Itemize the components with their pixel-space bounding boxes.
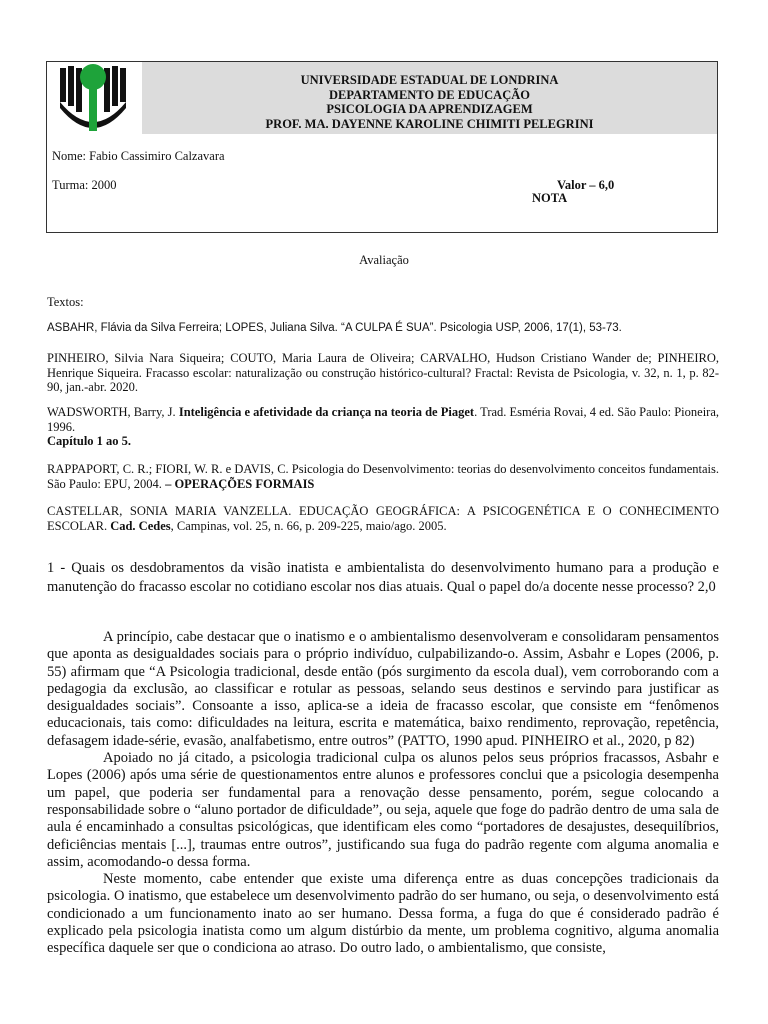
answer-text bbox=[47, 629, 719, 958]
texts-label: Textos: bbox=[47, 295, 84, 309]
reference-4-note: – OPERAÇÕES FORMAIS bbox=[165, 476, 315, 491]
value-field: Valor – 6,0 bbox=[557, 178, 615, 192]
department-name: DEPARTAMENTO DE EDUCAÇÃO bbox=[329, 87, 530, 102]
reference-5-journal: Cad. Cedes bbox=[110, 518, 171, 533]
header-box bbox=[46, 61, 718, 233]
university-name: UNIVERSIDADE ESTADUAL DE LONDRINA bbox=[300, 73, 559, 87]
reference-5 bbox=[47, 504, 719, 533]
university-logo-icon bbox=[57, 62, 129, 134]
reference-5-body: CASTELLAR, SONIA MARIA VANZELLA. EDUCAÇÃO GEOGRÁFICA: A PSICOGENÉTICA E O CONHECIMENTO ESCOLAR. bbox=[47, 504, 719, 533]
student-name: Nome: Fabio Cassimiro Calzavara bbox=[52, 149, 225, 163]
class-field: Turma: 2000 bbox=[52, 178, 117, 192]
page-title: Avaliação bbox=[359, 253, 409, 267]
professor-name: PROF. MA. DAYENNE KAROLINE CHIMITI PELEGRINI bbox=[265, 116, 594, 131]
answer-paragraph-3: Neste momento, cabe entender que existe uma diferença entre as duas concepções tradicionais da psicologia. O inatismo, que estabelece um desenvolvimento padrão do ser humano, ou seja, o desenvolvimento está condicionado a um funcionamento inato ao ser humano. Dessa forma, a fuga do que é considerado padrão é explicado pela psicologia inatista como um algum distúrbio da mente, um problema cognitivo, alguma anomalia específica daquele ser que o condiciona ao atraso. Do outro lado, o ambientalismo, que consiste, bbox=[47, 871, 719, 957]
answer-paragraph-1: A princípio, cabe destacar que o inatismo e o ambientalismo desenvolveram e consolidaram pensamentos que aponta as desigualdades sociais para o próprio indivíduo, culpabilizando-o. Assim, Asbahr e Lopes (2006, p. 55) afirmam que “A Psicologia tradicional, desde então (pós surgimento da escola dual), vem corroborando com a pedagogia da exclusão, ao classificar e rotular as pessoas, selando seus destinos e servindo para justificar as desigualdades sociais”. Consoante a isso, aplica-se a ideia de fracasso escolar, que consiste em “fenômenos educacionais, tais como: dificuldades na leitura, escrita e matemática, baixo rendimento, reprovação, repetência, defasagem idade-série, evasão, analfabetismo, entre outros” (PATTO, 1990 apud. PINHEIRO et al., 2020, p 82) bbox=[47, 629, 719, 749]
header-text bbox=[142, 73, 717, 131]
question-1: 1 - Quais os desdobramentos da visão inatista e ambientalista do desenvolvimento humano para a produção e manutenção do fracasso escolar no cotidiano escolar nos dias atuais. Qual o papel do/a docente nesse processo? 2,0 bbox=[47, 560, 719, 595]
reference-3 bbox=[47, 405, 719, 434]
reference-3-chapters: Capítulo 1 ao 5. bbox=[47, 434, 132, 448]
reference-4-body: RAPPAPORT, C. R.; FIORI, W. R. e DAVIS, C. Psicologia do Desenvolvimento: teorias do desenvolvimento conceitos fundamentais. São Paulo: EPU, 2004. bbox=[47, 462, 719, 491]
reference-5-details: , Campinas, vol. 25, n. 66, p. 209-225, maio/ago. 2005. bbox=[170, 518, 447, 533]
answer-paragraph-2: Apoiado no já citado, a psicologia tradicional culpa os alunos pelos seus próprios fracassos, Asbahr e Lopes (2006) após uma série de questionamentos entre alunos e professores conclui que a psicologia desempenha um papel, que poderia ser fundamental para a renovação desse pensamento, porém, segue colocando a responsabilidade sobre o “aluno portador de dificuldade”, ou seja, aquele que foge do padrão dentro de uma sala de aula é encaminhado a consultas psicológicas, que identificam eles como “portadores de desajustes, desequilíbrios, deficiências mentais [...], traumas entre outros”, justificando sua fuga do padrão regente com alguma anomalia e assim, acomodando-o dessa forma. bbox=[47, 750, 719, 870]
reference-3-authors: WADSWORTH, Barry, J. bbox=[47, 405, 179, 419]
reference-1: ASBAHR, Flávia da Silva Ferreira; LOPES, Juliana Silva. “A CULPA É SUA”. Psicologia USP, 2006, 17(1), 53-73. bbox=[47, 322, 622, 334]
grade-label: NOTA bbox=[532, 191, 568, 205]
reference-2: PINHEIRO, Silvia Nara Siqueira; COUTO, Maria Laura de Oliveira; CARVALHO, Hudson Cristiano Wander de; PINHEIRO, Henrique Siqueira. Fracasso escolar: naturalização ou construção histórico-cultural? Fractal: Revista de Psicologia, v. 32, n. 1, p. 82-90, jan.-abr. 2020. bbox=[47, 351, 719, 394]
course-name: PSICOLOGIA DA APRENDIZAGEM bbox=[326, 102, 533, 116]
reference-3-publisher: . Trad. Esméria Rovai, 4 ed. São Paulo: Pioneira, 1996. bbox=[47, 405, 719, 434]
reference-4 bbox=[47, 462, 719, 491]
reference-3-title: Inteligência e afetividade da criança na teoria de Piaget bbox=[178, 405, 475, 419]
